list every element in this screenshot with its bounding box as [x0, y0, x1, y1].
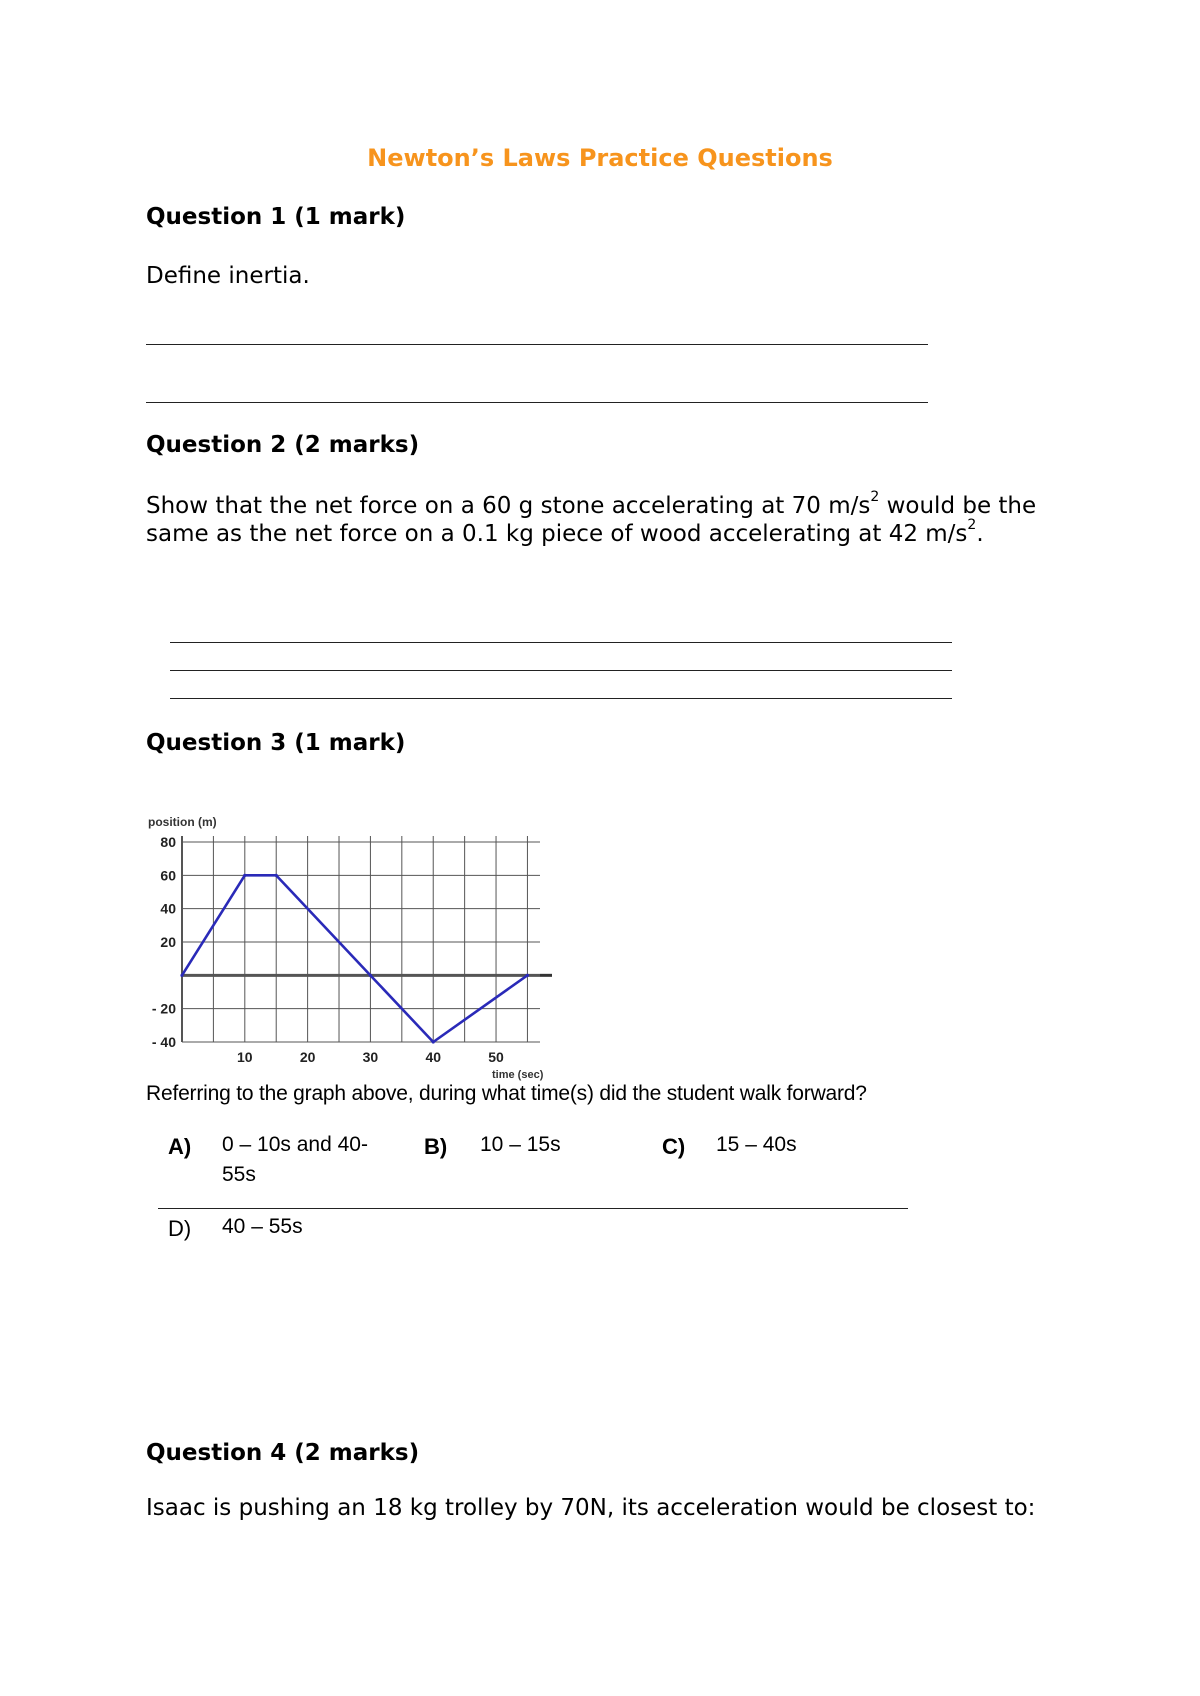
data-point [369, 974, 372, 977]
x-tick-labels [237, 1049, 504, 1065]
answer-line[interactable] [146, 344, 928, 345]
y-tick-label: 40 [160, 900, 176, 917]
options-divider [158, 1208, 908, 1209]
y-axis-label: position (m) [148, 815, 217, 829]
x-tick-label: 40 [425, 1049, 442, 1065]
answer-line[interactable] [170, 642, 952, 643]
data-point [180, 974, 183, 977]
data-point [432, 1040, 435, 1043]
option-b-text[interactable]: 10 – 15s [480, 1133, 561, 1156]
question-3-heading: Question 3 (1 mark) [146, 730, 406, 756]
x-axis-label: time (sec) [492, 1069, 544, 1081]
option-d-text[interactable]: 40 – 55s [222, 1215, 303, 1238]
answer-line[interactable] [146, 402, 928, 403]
answer-line[interactable] [170, 698, 952, 699]
option-c-text[interactable]: 15 – 40s [716, 1133, 797, 1156]
question-2-text [146, 489, 1066, 548]
chart-grid [182, 836, 552, 1042]
chart-svg [140, 808, 560, 1084]
question-3-prompt: Referring to the graph above, during what time(s) did the student walk forward? [146, 1082, 867, 1105]
y-tick-label: 20 [160, 934, 176, 950]
superscript: 2 [870, 489, 880, 505]
option-a-text[interactable]: 0 – 10s and 40-55s [222, 1133, 368, 1186]
page-title: Newton’s Laws Practice Questions [367, 144, 833, 172]
option-a-letter[interactable]: A) [168, 1134, 192, 1159]
question-2-text-part: would be the same as the net force on a 0.1 kg piece of wood accelerating at 42 m/s [146, 493, 1037, 547]
question-1-text: Define inertia. [146, 263, 310, 289]
chart-series [180, 874, 529, 1044]
question-2-text-part: Show that the net force on a 60 g stone accelerating at 70 m/s [146, 493, 871, 519]
position-time-chart [140, 808, 560, 1084]
x-tick-label: 10 [237, 1049, 253, 1065]
x-tick-label: 30 [362, 1049, 379, 1065]
y-tick-label: 80 [160, 834, 176, 850]
y-tick-labels [152, 834, 176, 1050]
x-tick-label: 50 [488, 1049, 504, 1065]
option-d-letter[interactable]: D) [168, 1216, 192, 1241]
y-tick-label: - 40 [151, 1034, 176, 1050]
question-4-text: Isaac is pushing an 18 kg trolley by 70N, its acceleration would be closest to: [146, 1495, 1036, 1521]
question-4-heading: Question 4 (2 marks) [146, 1440, 420, 1466]
data-point [526, 974, 529, 977]
question-2-text-part: . [976, 521, 984, 547]
data-point [243, 874, 246, 877]
answer-line[interactable] [170, 670, 952, 671]
question-1-heading: Question 1 (1 mark) [146, 204, 406, 230]
question-2-heading: Question 2 (2 marks) [146, 432, 420, 458]
x-tick-label: 20 [299, 1049, 316, 1065]
y-tick-label: - 20 [151, 1000, 176, 1017]
option-c-letter[interactable]: C) [662, 1134, 686, 1159]
data-point [275, 874, 278, 877]
position-line [182, 875, 527, 1042]
option-b-letter[interactable]: B) [424, 1134, 448, 1159]
y-tick-label: 60 [160, 867, 176, 884]
superscript: 2 [967, 517, 977, 533]
